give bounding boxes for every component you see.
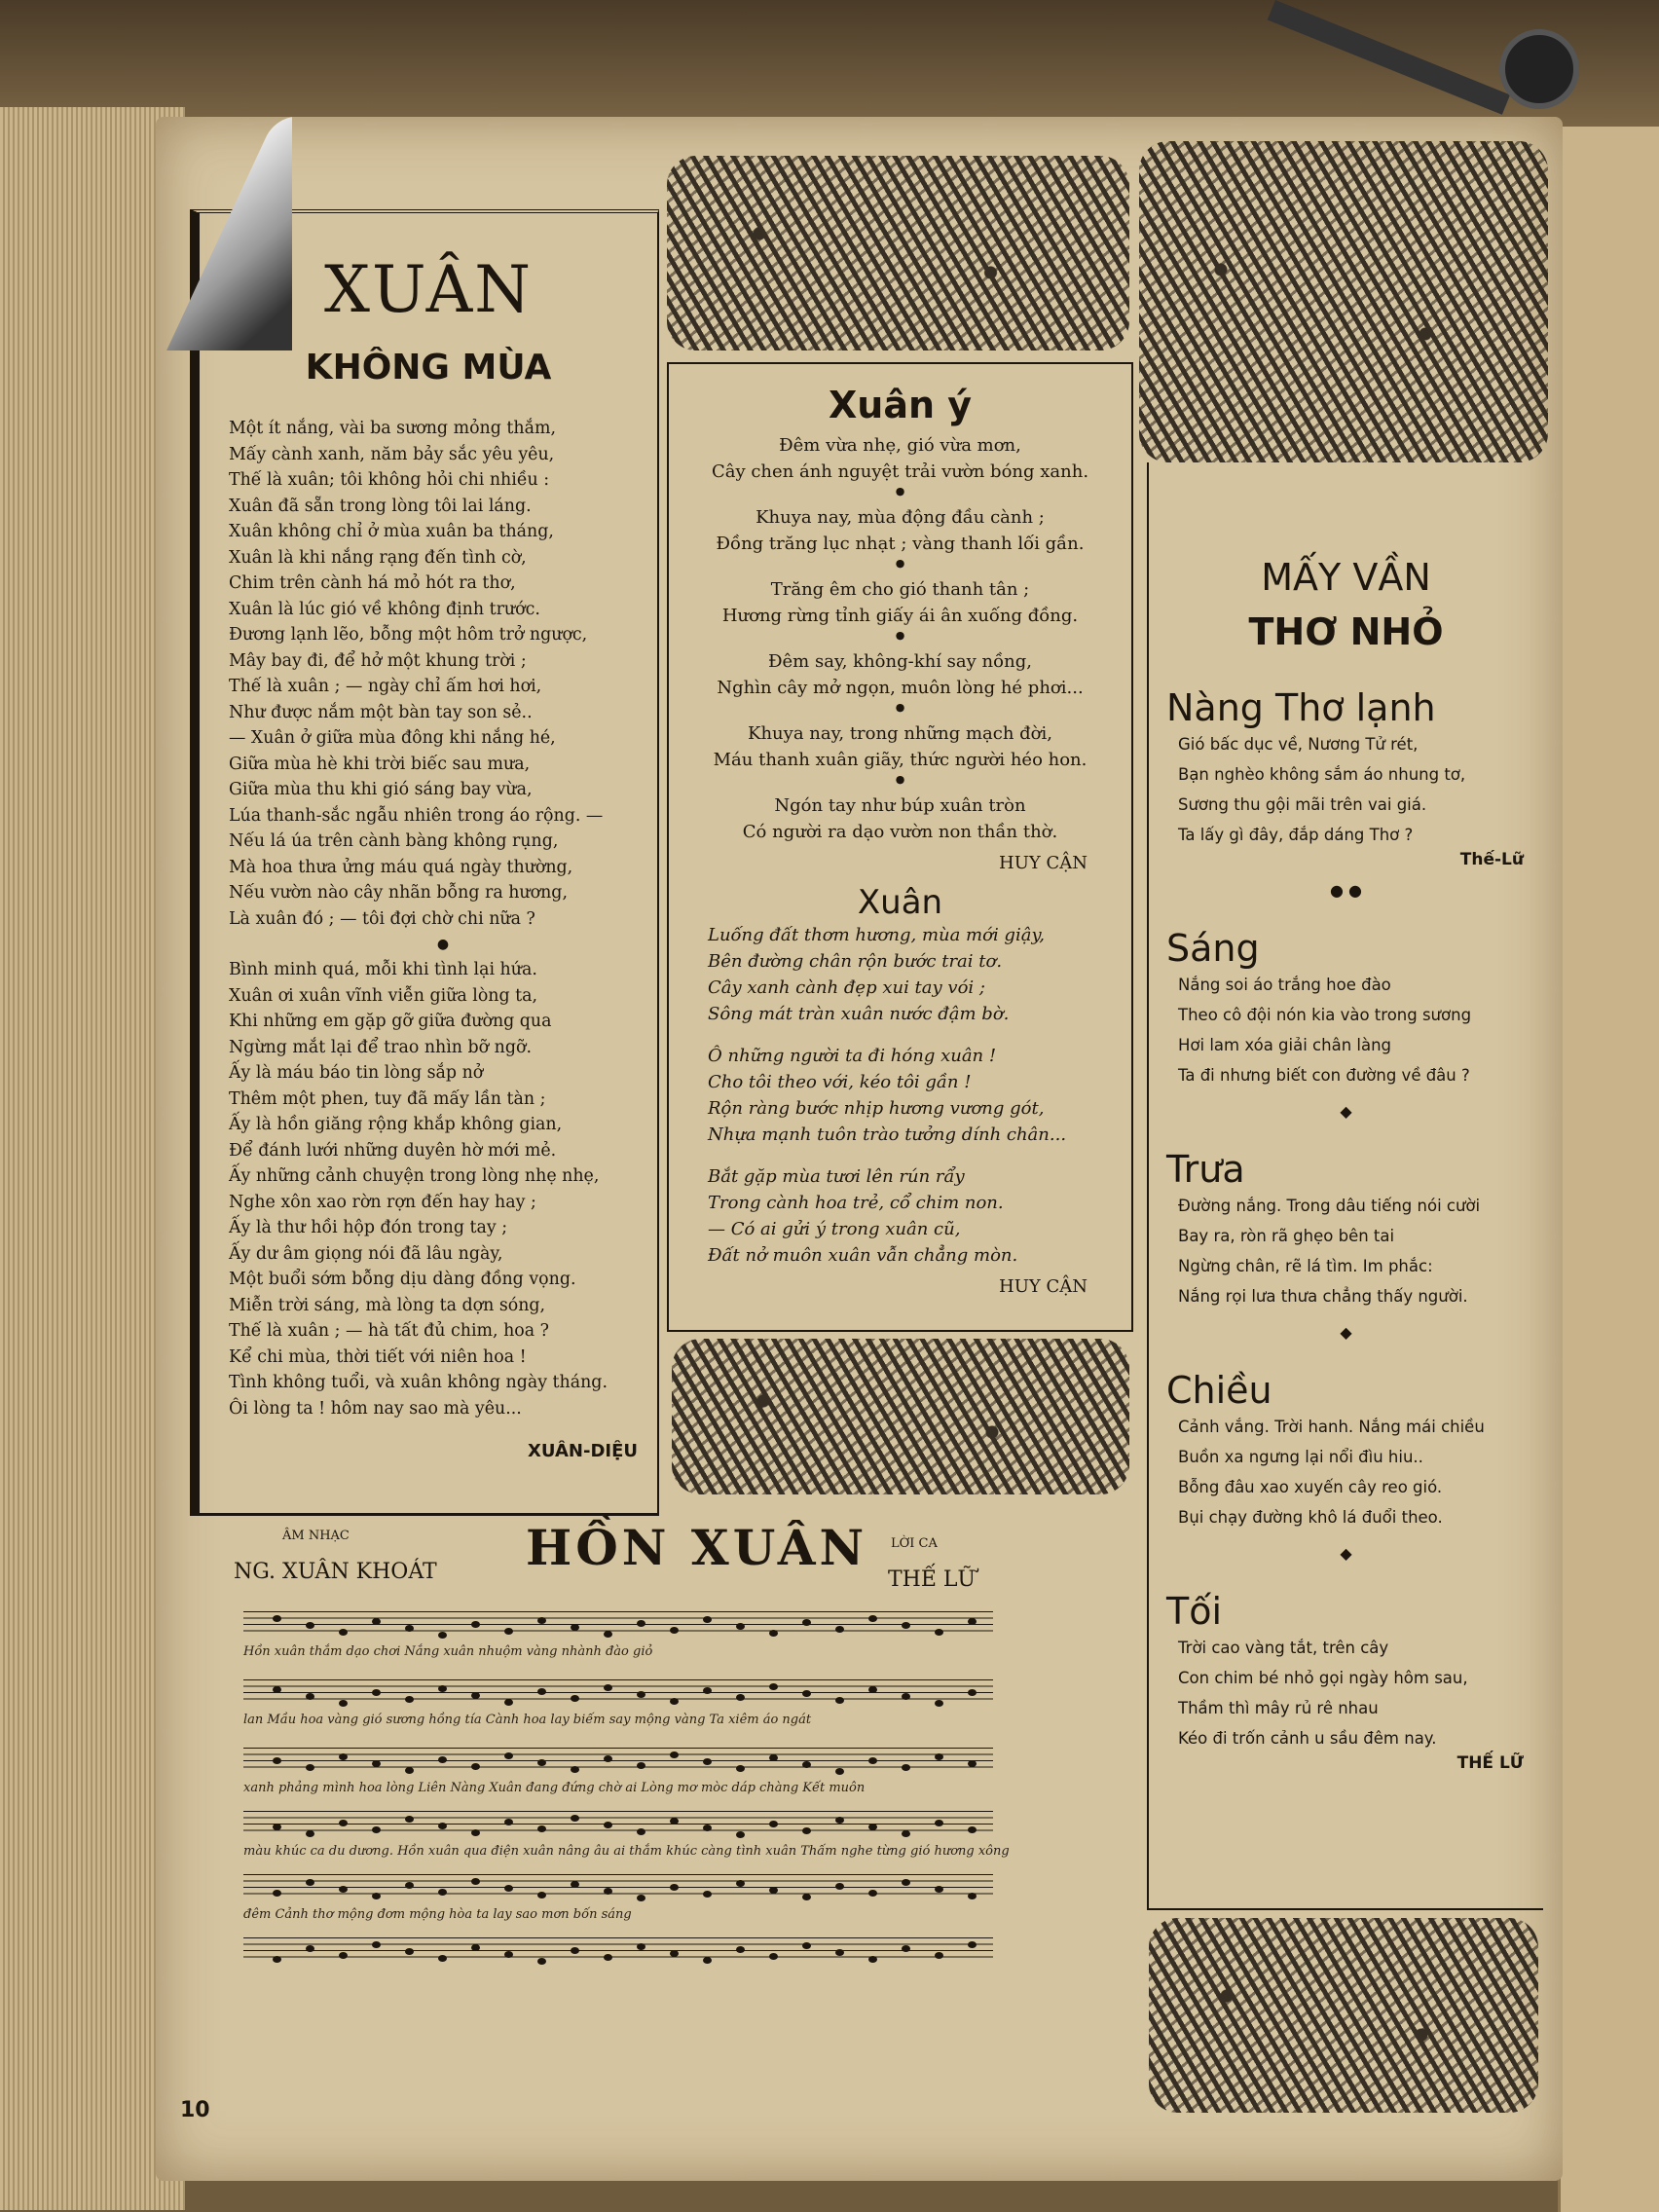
music-note <box>438 1632 447 1639</box>
music-note <box>935 1820 943 1826</box>
poem-line: Nếu lá úa trên cành bàng không rụng, <box>229 831 559 851</box>
page-number: 10 <box>180 2098 210 2122</box>
poem-heading: Nàng Thơ lạnh <box>1166 686 1436 729</box>
poem-body <box>229 416 657 1465</box>
stanza-2 <box>229 957 657 1421</box>
music-note <box>604 1631 612 1638</box>
stanza <box>669 432 1131 485</box>
poem-line: Một ít nắng, vài ba sương mỏng thắm, <box>229 419 556 438</box>
stanza <box>669 576 1131 629</box>
music-note <box>703 1825 712 1831</box>
music-staff <box>243 1611 993 1637</box>
music-note <box>571 1766 579 1773</box>
music-note <box>273 1615 281 1622</box>
poem-line: Ôi lòng ta ! hôm nay sao mà yêu... <box>229 1398 522 1419</box>
music-note <box>802 1619 811 1626</box>
poem-box-xuan-khong-mua <box>190 209 659 1516</box>
poem-line: Nghe xôn xao rờn rợn đến hay hay ; <box>229 1192 536 1212</box>
lyricist: THẾ LỮ <box>888 1567 977 1592</box>
music-note <box>405 1948 414 1955</box>
music-note <box>802 1761 811 1768</box>
poem-line: Trong cành hoa trẻ, cổ chim non. <box>708 1193 1004 1213</box>
lamp-icon <box>156 117 292 350</box>
music-note <box>736 1623 745 1630</box>
music-note <box>339 1629 348 1636</box>
poem-heading: Sáng <box>1166 927 1260 970</box>
music-note <box>438 1823 447 1829</box>
poem-line: Xuân không chỉ ở mùa xuân ba tháng, <box>229 522 554 541</box>
separator-dot: ● <box>895 557 905 570</box>
separator: ◆ <box>1340 1102 1352 1121</box>
music-note <box>769 1887 778 1894</box>
music-note <box>438 1685 447 1692</box>
stanza-1 <box>229 416 657 932</box>
music-staff <box>243 1679 993 1705</box>
poem-line: Hương rừng tỉnh giấy ái ân xuống đồng. <box>721 606 1079 626</box>
music-note <box>637 1828 645 1835</box>
music-note <box>968 1941 977 1948</box>
music-note <box>637 1762 645 1769</box>
music-note <box>273 1686 281 1693</box>
music-note <box>571 1695 579 1702</box>
music-note <box>835 1768 844 1775</box>
separator: ◆ <box>1340 1544 1352 1563</box>
poem-line: Bình minh quá, mỗi khi tình lại hứa. <box>229 960 537 979</box>
poem-line: Giữa mùa hè khi trời biếc sau mưa, <box>229 754 531 774</box>
music-note <box>868 1757 877 1764</box>
music-note <box>769 1754 778 1761</box>
poem-author-1: HUY CẬN <box>999 853 1088 873</box>
lamp-glare <box>156 117 292 350</box>
music-note <box>504 1699 513 1706</box>
poem-line: Bay ra, ròn rã ghẹo bên tai <box>1178 1227 1395 1245</box>
poem-body <box>1178 970 1543 1090</box>
adjacent-page <box>1558 127 1659 2212</box>
music-note <box>537 1617 546 1624</box>
music-staff <box>243 1937 993 1963</box>
lyric-line: màu khúc ca du dương. Hồn xuân qua điện xuân nâng âu ai thắm khúc càng tình xuân Thấm nghe từng gió hương xông <box>243 1844 1010 1859</box>
music-note <box>835 1949 844 1956</box>
music-note <box>273 1824 281 1830</box>
poem-line: Kéo đi trốn cảnh u sầu đêm nay. <box>1178 1729 1437 1748</box>
music-note <box>835 1883 844 1890</box>
poem-body <box>1178 1191 1543 1311</box>
music-note <box>405 1696 414 1703</box>
music-note <box>471 1878 480 1885</box>
music-note <box>273 1956 281 1963</box>
section-title-line-2: THƠ NHỎ <box>1248 610 1444 653</box>
music-note <box>769 1953 778 1960</box>
music-note <box>604 1888 612 1895</box>
stanza <box>669 720 1131 773</box>
music-note <box>935 1886 943 1893</box>
music-note <box>471 1692 480 1699</box>
poem-line: — Có ai gửi ý trong xuân cũ, <box>708 1219 961 1239</box>
music-note <box>670 1698 679 1705</box>
poem-line: Trăng êm cho gió thanh tân ; <box>770 579 1030 600</box>
poem-line: Ô những người ta đi hóng xuân ! <box>708 1046 997 1066</box>
music-note <box>736 1765 745 1772</box>
music-note <box>372 1760 381 1767</box>
music-note <box>868 1956 877 1963</box>
music-note <box>339 1700 348 1707</box>
lamp-knob <box>1499 29 1579 109</box>
music-note <box>537 1688 546 1695</box>
music-note <box>902 1830 910 1837</box>
music-note <box>537 1825 546 1832</box>
music-note <box>835 1697 844 1704</box>
lyric-line: lan Mầu hoa vàng gió sương hồng tía Cành hoa lay biếm say mộng vàng Ta xiêm áo ngát <box>243 1713 812 1727</box>
poem-line: Ngừng chân, rẽ lá tìm. Im phắc: <box>1178 1257 1433 1275</box>
music-note <box>306 1622 314 1629</box>
music-note <box>802 1690 811 1697</box>
music-note <box>769 1630 778 1637</box>
poem-body <box>1178 1412 1543 1532</box>
music-note <box>339 1753 348 1760</box>
poem-heading: Trưa <box>1166 1148 1245 1191</box>
poem-line: Đường nắng. Trong dâu tiếng nói cười <box>1178 1197 1481 1215</box>
poem-line: Ấy dư âm giọng nói đã lâu ngày, <box>229 1243 503 1264</box>
poem-title-xuan-y: Xuân ý <box>828 384 973 426</box>
music-note <box>504 1885 513 1892</box>
music-note <box>273 1757 281 1764</box>
poem-line: Xuân đã sẵn trong lòng tôi lai láng. <box>229 496 532 516</box>
poem-line: Cảnh vắng. Trời hanh. Nắng mái chiều <box>1178 1418 1485 1436</box>
poem-line: Nhựa mạnh tuôn trào tưởng dính chân... <box>708 1124 1067 1145</box>
song-title: HỒN XUÂN <box>526 1519 868 1576</box>
poem-line: Ngón tay như búp xuân tròn <box>774 795 1026 816</box>
music-note <box>935 1700 943 1707</box>
poem-line: Xuân là lúc gió về không định trước. <box>229 599 540 619</box>
poem-line: Nắng soi áo trắng hoe đào <box>1178 976 1391 994</box>
poem-line: Gió bấc dục về, Nương Tử rét, <box>1178 735 1419 754</box>
poem-line: Chim trên cành há mỏ hót ra thơ, <box>229 573 516 593</box>
music-note <box>968 1618 977 1625</box>
music-note <box>968 1826 977 1833</box>
music-note <box>372 1689 381 1696</box>
music-note <box>537 1958 546 1965</box>
music-note <box>703 1891 712 1898</box>
poem-author: XUÂN-DIỆU <box>528 1441 638 1461</box>
poem-line: Cây chen ánh nguyệt trải vườn bóng xanh. <box>711 461 1089 482</box>
music-note <box>372 1826 381 1833</box>
poem-author-2: HUY CẬN <box>999 1276 1088 1297</box>
music-note <box>769 1683 778 1690</box>
ornament-bottom-right <box>1149 1918 1538 2113</box>
poem-heading: Tối <box>1166 1590 1223 1633</box>
poem-line: Là xuân đó ; — tôi đợi chờ chi nữa ? <box>229 908 535 929</box>
music-note <box>537 1892 546 1899</box>
poem-line: Luống đất thơm hương, mùa mới giậy, <box>708 925 1045 945</box>
music-note <box>935 1753 943 1760</box>
label-music: ÂM NHẠC <box>282 1529 350 1543</box>
music-note <box>670 1818 679 1825</box>
poem-xuan-body <box>669 922 1131 1269</box>
ornament-top-right <box>1139 141 1548 462</box>
poem-line: Đêm say, không-khí say nồng, <box>768 651 1032 672</box>
music-note <box>571 1881 579 1888</box>
music-note <box>670 1884 679 1891</box>
poem-line: Bạn nghèo không sắm áo nhung tơ, <box>1178 765 1466 784</box>
ornament-top-left <box>667 156 1129 350</box>
poem-line: Cây xanh cành đẹp xui tay vói ; <box>708 977 985 998</box>
separator-dot: ● <box>895 701 905 714</box>
music-note <box>902 1764 910 1771</box>
poem-line: Giữa mùa thu khi gió sáng bay vừa, <box>229 780 533 799</box>
music-note <box>703 1616 712 1623</box>
music-note <box>306 1764 314 1771</box>
music-note <box>835 1626 844 1633</box>
separator: ◆ <box>1340 1323 1352 1342</box>
poem-line: Thế là xuân ; — hà tất đủ chim, hoa ? <box>229 1321 549 1341</box>
poem-line: Đất nở muôn xuân vẫn chẳng mòn. <box>708 1245 1018 1266</box>
music-note <box>471 1944 480 1951</box>
poem-line: Khuya nay, trong những mạch đời, <box>748 723 1052 744</box>
poem-line: Mà hoa thưa ửng máu quá ngày thường, <box>229 857 573 877</box>
music-note <box>405 1816 414 1823</box>
music-note <box>902 1945 910 1952</box>
poem-line: Ấy là hồn giăng rộng khắp không gian, <box>229 1115 563 1134</box>
poem-line: Ấy là thư hồi hộp đón trong tay ; <box>229 1218 508 1237</box>
stanza-gap <box>708 1027 1131 1043</box>
label-lyrics: LỜI CA <box>891 1536 938 1551</box>
music-note <box>604 1684 612 1691</box>
music-note <box>471 1621 480 1628</box>
poem-line: Đương lạnh lẽo, bỗng một hôm trở ngược, <box>229 625 588 645</box>
separator-dot: ● <box>895 485 905 498</box>
poem-line: Khi những em gặp gỡ giữa đường qua <box>229 1012 552 1031</box>
music-note <box>935 1952 943 1959</box>
music-note <box>306 1945 314 1952</box>
poem-line: Ta đi nhưng biết con đường về đâu ? <box>1178 1066 1470 1085</box>
poem-line: Trời cao vàng tắt, trên cây <box>1178 1639 1389 1657</box>
poem-line: Xuân là khi nắng rạng đến tình cờ, <box>229 547 527 568</box>
music-note <box>736 1831 745 1838</box>
music-note <box>968 1893 977 1899</box>
lyric-line: đêm Cảnh thơ mộng đơm mộng hòa ta lay sao mơn bốn sáng <box>243 1907 632 1922</box>
poem-body <box>1178 1633 1543 1753</box>
music-note <box>571 1947 579 1954</box>
music-note <box>868 1890 877 1897</box>
music-note <box>637 1691 645 1698</box>
music-note <box>835 1817 844 1824</box>
music-note <box>273 1890 281 1897</box>
music-staff <box>243 1748 993 1773</box>
poem-line: Bắt gặp mùa tươi lên rún rẩy <box>708 1166 965 1187</box>
short-poems <box>1149 686 1543 1773</box>
poem-title-xuan: Xuân <box>857 883 943 922</box>
lyric-line: xanh phảng mình hoa lòng Liên Nàng Xuân đang đứng chờ ai Lòng mơ mòc dáp chàng Kết muôn <box>243 1781 866 1795</box>
music-note <box>604 1755 612 1762</box>
separator-dot: ● <box>436 937 450 952</box>
composer: NG. XUÂN KHOÁT <box>234 1560 437 1584</box>
stanza <box>669 793 1131 845</box>
music-note <box>968 1689 977 1696</box>
section-title-line-1: MẤY VẦN <box>1261 556 1431 599</box>
poem-author: Thế-Lữ <box>1459 850 1524 869</box>
poem-line: Buồn xa ngưng lại nổi đìu hiu.. <box>1178 1448 1423 1466</box>
poem-line: Hơi lam xóa giải chân làng <box>1178 1036 1392 1054</box>
poem-line: Miễn trời sáng, mà lòng ta dợn sóng, <box>229 1295 546 1315</box>
poem-line: Một buổi sớm bỗng dịu dàng đồng vọng. <box>229 1270 576 1289</box>
music-note <box>471 1763 480 1770</box>
music-note <box>868 1615 877 1622</box>
sheet-music-hon-xuan <box>195 1519 1051 2113</box>
music-note <box>637 1895 645 1901</box>
music-note <box>670 1751 679 1758</box>
poem-line: Tình không tuổi, và xuân không ngày tháng. <box>229 1373 608 1392</box>
poem-line: Bỗng đâu xao xuyến cây reo gió. <box>1178 1478 1443 1496</box>
poem-line: Nếu vườn nào cây nhãn bỗng ra hương, <box>229 883 568 903</box>
music-note <box>736 1880 745 1887</box>
music-note <box>571 1624 579 1631</box>
poem-xuan-y-body <box>669 432 1131 845</box>
poem-line: Có người ra dạo vườn non thần thờ. <box>742 822 1058 842</box>
music-note <box>504 1951 513 1958</box>
music-note <box>339 1820 348 1826</box>
poem-line: Thế là xuân; tôi không hỏi chi nhiều : <box>229 470 550 490</box>
poem-line: Mấy cành xanh, năm bảy sắc yêu yêu, <box>229 444 555 464</box>
poem-author: THẾ LỮ <box>1456 1753 1524 1773</box>
music-note <box>306 1830 314 1837</box>
poem-line: Khuya nay, mùa động đầu cành ; <box>756 507 1045 528</box>
separator-dot: ● <box>895 773 905 786</box>
music-note <box>372 1618 381 1625</box>
music-note <box>670 1627 679 1634</box>
music-note <box>769 1821 778 1827</box>
music-note <box>902 1879 910 1886</box>
music-note <box>372 1941 381 1948</box>
poem-line: Theo cô đội nón kia vào trong sương <box>1178 1006 1472 1024</box>
music-note <box>604 1822 612 1828</box>
music-note <box>306 1879 314 1886</box>
music-note <box>868 1686 877 1693</box>
music-note <box>703 1687 712 1694</box>
music-staff <box>243 1811 993 1836</box>
poem-title: XUÂN <box>324 252 533 327</box>
music-note <box>405 1625 414 1632</box>
music-note <box>438 1955 447 1962</box>
poem-line: — Xuân ở giữa mùa đông khi nắng hé, <box>229 728 556 748</box>
poem-subtitle: KHÔNG MÙA <box>305 348 552 387</box>
music-note <box>504 1752 513 1759</box>
poem-line: Bên đường chân rộn bước trai tơ. <box>708 951 1003 972</box>
music-note <box>438 1889 447 1896</box>
music-note <box>405 1767 414 1774</box>
music-note <box>537 1759 546 1766</box>
poem-line: Đồng trăng lục nhạt ; vàng thanh lối gần. <box>716 534 1085 554</box>
poem-line: Lúa thanh-sắc ngẫu nhiên trong áo rộng. — <box>229 805 604 826</box>
music-note <box>571 1815 579 1822</box>
poem-line: Kể chi mùa, thời tiết với niên hoa ! <box>229 1346 527 1367</box>
music-note <box>802 1942 811 1949</box>
music-note <box>637 1620 645 1627</box>
music-note <box>637 1943 645 1950</box>
music-note <box>868 1824 877 1830</box>
poem-line: Thêm một phen, tuy đã mấy lần tàn ; <box>229 1088 546 1109</box>
poem-line: Xuân ơi xuân vĩnh viễn giữa lòng ta, <box>229 985 538 1006</box>
stanza <box>669 504 1131 557</box>
poem-line: Rộn ràng bước nhịp hương vương gót, <box>708 1098 1045 1119</box>
music-note <box>736 1946 745 1953</box>
music-note <box>670 1950 679 1957</box>
magazine-page <box>156 117 1563 2181</box>
music-note <box>306 1693 314 1700</box>
poem-line: Đêm vừa nhẹ, gió vừa mơn, <box>779 435 1021 456</box>
poem-line: Máu thanh xuân giãy, thức người héo hon. <box>713 750 1088 770</box>
music-note <box>372 1893 381 1899</box>
poem-line: Bụi chạy đường khô lá đuổi theo. <box>1178 1508 1443 1527</box>
stanza <box>669 648 1131 701</box>
poem-line: Ngừng mắt lại để trao nhìn bỡ ngỡ. <box>229 1037 532 1057</box>
poem-line: Nắng rọi lưa thưa chẳng thấy người. <box>1178 1287 1468 1306</box>
music-note <box>504 1628 513 1635</box>
poem-line: Thế là xuân ; — ngày chỉ ấm hơi hơi, <box>229 677 542 696</box>
music-note <box>471 1829 480 1836</box>
poem-line: Con chim bé nhỏ gọi ngày hôm sau, <box>1178 1669 1468 1687</box>
poem-line: Thầm thì mây rủ rê nhau <box>1178 1699 1379 1717</box>
poem-line: Mây bay đi, để hở một khung trời ; <box>229 650 527 671</box>
poem-box-huy-can <box>667 362 1133 1332</box>
poem-line: Sông mát tràn xuân nước đậm bờ. <box>708 1004 1010 1024</box>
lyric-line: Hồn xuân thắm dạo chơi Nắng xuân nhuộm vàng nhành đào giỏ <box>243 1644 653 1659</box>
section-title <box>1149 550 1543 659</box>
music-note <box>339 1886 348 1893</box>
separator-dot: ● <box>895 629 905 642</box>
music-note <box>339 1952 348 1959</box>
music-note <box>438 1756 447 1763</box>
poem-line: Nghìn cây mở ngọn, muôn lòng hé phơi... <box>717 678 1084 698</box>
poem-line: Ấy những cảnh chuyện trong lòng nhẹ nhẹ, <box>229 1166 600 1186</box>
poem-box-may-van-tho-nho <box>1147 462 1543 1910</box>
music-note <box>405 1882 414 1889</box>
music-note <box>736 1694 745 1701</box>
ornament-middle <box>672 1339 1129 1494</box>
poem-heading: Chiều <box>1166 1369 1272 1412</box>
poem-line: Như được nắm một bàn tay son sẻ.. <box>229 702 533 722</box>
music-note <box>703 1957 712 1964</box>
stanza-gap <box>708 1148 1131 1163</box>
poem-line: Ấy là máu báo tin lòng sắp nở <box>229 1063 484 1083</box>
music-note <box>604 1954 612 1961</box>
music-note <box>902 1622 910 1629</box>
poem-line: Cho tôi theo với, kéo tôi gần ! <box>708 1072 972 1092</box>
music-note <box>703 1758 712 1765</box>
music-note <box>504 1819 513 1825</box>
music-note <box>935 1629 943 1636</box>
poem-line: Ta lấy gì đây, đắp dáng Thơ ? <box>1178 826 1414 844</box>
poem-body <box>1178 729 1543 850</box>
music-note <box>968 1760 977 1767</box>
music-note <box>902 1693 910 1700</box>
music-staff <box>243 1874 993 1899</box>
poem-line: Để đánh lưới những duyên hờ mới mẻ. <box>229 1140 557 1161</box>
music-note <box>802 1894 811 1900</box>
music-note <box>802 1827 811 1834</box>
poem-line: Sương thu gội mãi trên vai giá. <box>1178 795 1427 814</box>
separator: ● ● <box>1329 881 1362 900</box>
